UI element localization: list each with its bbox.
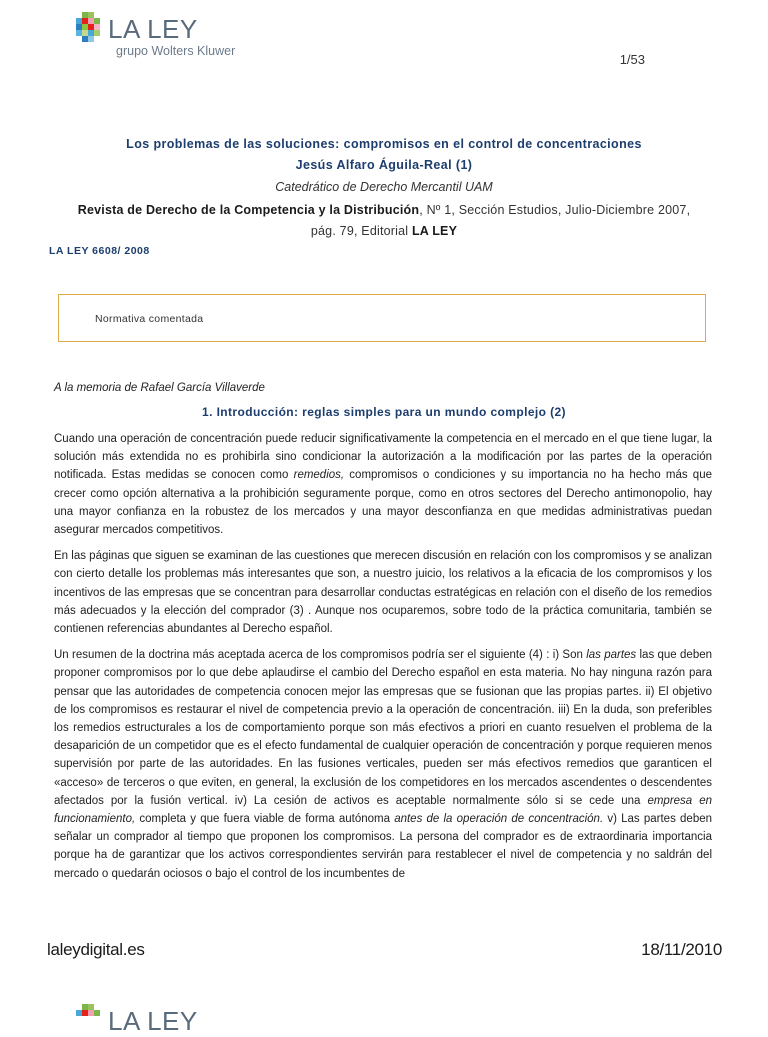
dedication: A la memoria de Rafael García Villaverde bbox=[54, 382, 265, 394]
logo-name: LA LEY bbox=[108, 14, 198, 44]
paragraph-2: En las páginas que siguen se examinan de las cuestiones que merecen discusión en relación con los compromisos y se analizan con cierto detalle los problemas más interesantes que son, a nuestro juicio, los relativos a la eficacia de los compromisos y los incentivos de las empresas que se concentran para desarrollar conductas estratégicas en relación con el diseño de los remedios más adecuados y la elección del comprador (3) . Aunque nos ocuparemos, sobre todo de la práctica comunitaria, también se contienen referencias abundantes al Derecho español. bbox=[54, 550, 712, 636]
paragraph-1 bbox=[54, 430, 712, 539]
section-title: 1. Introducción: reglas simples para un mundo complejo (2) bbox=[202, 405, 566, 419]
journal-citation bbox=[40, 200, 728, 242]
paragraph-3-text-b: las que deben proponer compromisos por lo que debe aplaudirse el cambio del Derecho español en esta materia. No hay ninguna razón para pensar que las autoridades de competencia conocen mejor las empresas que se fusionan que las propias partes. ii) El objetivo de los compromisos es restaurar el nivel de competencia previo a la operación de concentración. iii) En la duda, son preferibles los remedios estructurales a los de comportamiento porque son más efectivos a priori en cuanto resuelven el problema de la desaparición de un competidor que es el efecto fundamental de cualquier operación de concentración y porque requieren menos supervisión por parte de las autoridades. En las fusiones verticales, pueden ser más efectivos remedios que garanticen el «acceso» de terceros o que eviten, en general, la exclusión de los competidores en los mercados ascendentes o descendentes afectados por la fusión vertical. iv) La cesión de activos es aceptable normalmente sólo si se cede una bbox=[54, 649, 713, 807]
article-title: Los problemas de las soluciones: compromisos en el control de concentraciones bbox=[126, 137, 642, 151]
paragraph-3 bbox=[54, 646, 712, 883]
footer-date: 18/11/2010 bbox=[641, 940, 722, 959]
author-position: Catedrático de Derecho Mercantil UAM bbox=[275, 180, 493, 194]
wolters-kluwer-logo-icon bbox=[72, 12, 104, 44]
journal-page: pág. 79, Editorial bbox=[310, 224, 412, 238]
next-page-logo-name: LA LEY bbox=[108, 1006, 198, 1036]
paragraph-1-text-a: Cuando una operación de concentración puede reducir significativamente la competencia en el mercado en el que tiene lugar, la solución más extendida no es prohibirla sino condicionar la autorización a la modificación por las partes de la operación notificada. Estas medidas se conocen como bbox=[54, 433, 712, 482]
journal-name: Revista de Derecho de la Competencia y la Distribución bbox=[77, 203, 420, 217]
normativa-label: Normativa comentada bbox=[95, 313, 204, 325]
reference-code: LA LEY 6608/ 2008 bbox=[49, 245, 150, 257]
paragraph-3-text-d: v) Las partes deben señalar un comprador al tiempo que proponen los compromisos. La persona del comprador es de extraordinaria importancia porque ha de garantizar que los activos correspondientes servirán para restablecer el nivel de competencia y no saldrán del mercado o quedarán ociosos o bajo el control de los incumbentes de bbox=[54, 813, 713, 880]
paragraph-3-emphasis-1: las partes bbox=[586, 649, 637, 662]
article-author: Jesús Alfaro Águila-Real (1) bbox=[295, 158, 473, 172]
publisher-name: LA LEY bbox=[411, 224, 458, 238]
paragraph-3-text-c: completa y que fuera viable de forma autónoma bbox=[135, 813, 395, 826]
journal-details: , Nº 1, Sección Estudios, Julio-Diciembre 2007, bbox=[419, 203, 691, 217]
logo-subtitle: grupo Wolters Kluwer bbox=[116, 44, 236, 58]
footer-site[interactable]: laleydigital.es bbox=[47, 940, 145, 959]
paragraph-1-text-b: compromisos o condiciones y su importancia no ha hecho más que crecer como opción alternativa a la prohibición seguramente porque, como en otros sectores del Derecho antimonopolio, hay una mayor confianza en la robustez de los mercados y una mayor desconfianza en que medidas administrativas puedan asegurar mercados competitivos. bbox=[54, 469, 712, 537]
wolters-kluwer-logo-icon bbox=[72, 1004, 104, 1036]
paragraph-3-text-a: Un resumen de la doctrina más aceptada acerca de los compromisos podría ser el siguiente (4) : i) Son bbox=[54, 649, 587, 662]
paragraph-1-emphasis: remedios, bbox=[293, 469, 345, 482]
article-body bbox=[54, 430, 712, 891]
paragraph-3-emphasis-2: empresa en funcionamiento, bbox=[54, 794, 712, 826]
paragraph-3-emphasis-3: antes de la operación de concentración. bbox=[394, 813, 604, 826]
normativa-box[interactable] bbox=[58, 294, 706, 342]
page-number: 1/53 bbox=[619, 52, 645, 67]
